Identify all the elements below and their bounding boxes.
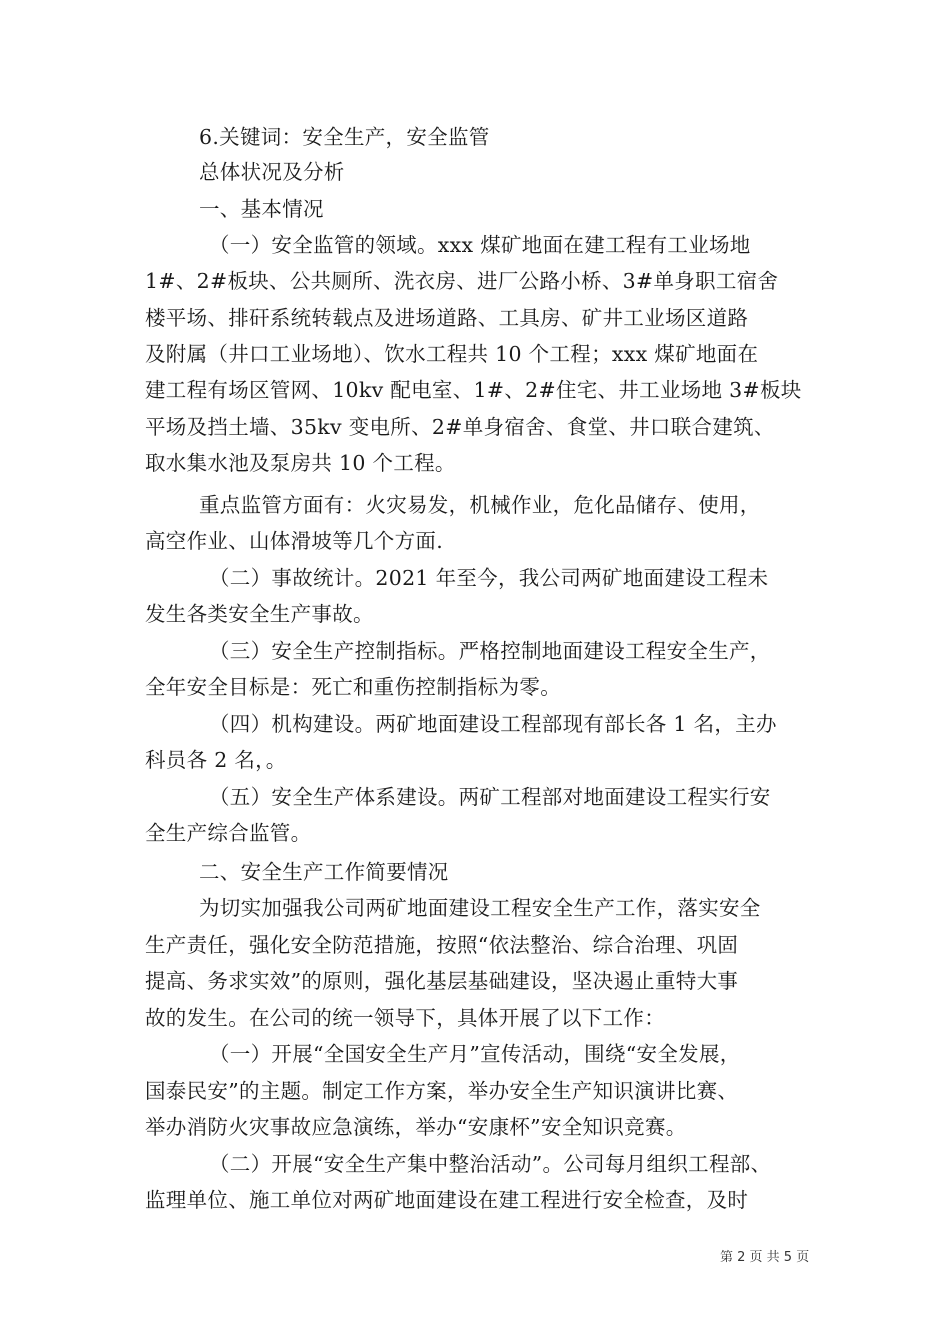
- para-supervision-scope-line: 平场及挡土墙、35kv 变电所、2#单身宿舍、食堂、井口联合建筑、: [145, 415, 775, 439]
- para-safety-month-line: （一）开展“全国安全生产月”宣传活动，围绕“安全发展，: [209, 1042, 741, 1066]
- para-rectification-line: （二）开展“安全生产集中整治活动”。公司每月组织工程部、: [209, 1152, 772, 1176]
- para-rectification-line: 监理单位、施工单位对两矿地面建设在建工程进行安全检查，及时: [145, 1188, 749, 1212]
- para-safety-system-line: （五）安全生产体系建设。两矿工程部对地面建设工程实行安: [209, 785, 771, 809]
- para-work-intro-line: 生产责任，强化安全防范措施，按照“依法整治、综合治理、巩固: [145, 933, 739, 957]
- para-supervision-scope-line: 及附属（井口工业场地）、饮水工程共 10 个工程；xxx 煤矿地面在: [145, 342, 759, 366]
- heading-basic-situation: 一、基本情况: [199, 197, 324, 221]
- para-safety-month-line: 举办消防火灾事故应急演练，举办“安康杯”安全知识竞赛。: [145, 1115, 687, 1139]
- page-indicator: 第 2 页 共 5 页: [720, 1250, 810, 1265]
- para-supervision-scope-line: （一）安全监管的领域。xxx 煤矿地面在建工程有工业场地: [209, 233, 751, 257]
- para-organization-line: 科员各 2 名，。: [145, 748, 287, 772]
- para-supervision-scope-line: 楼平场、排矸系统转载点及进场道路、工具房、矿井工业场区道路: [145, 306, 749, 330]
- para-accident-stats-line: 发生各类安全生产事故。: [145, 602, 374, 626]
- para-control-indicators-line: （三）安全生产控制指标。严格控制地面建设工程安全生产，: [209, 639, 771, 663]
- para-key-supervision-line: 重点监管方面有：火灾易发，机械作业，危化品储存、使用，: [199, 493, 761, 517]
- keywords-line: 6.关键词：安全生产，安全监管: [199, 125, 490, 149]
- para-organization-line: （四）机构建设。两矿地面建设工程部现有部长各 1 名，主办: [209, 712, 777, 736]
- para-accident-stats-line: （二）事故统计。2021 年至今，我公司两矿地面建设工程未: [209, 566, 769, 590]
- para-safety-system-line: 全生产综合监管。: [145, 821, 312, 845]
- para-supervision-scope-line: 建工程有场区管网、10kv 配电室、1#、2#住宅、井工业场地 3#板块: [145, 378, 802, 402]
- para-key-supervision-line: 高空作业、山体滑坡等几个方面.: [145, 529, 444, 553]
- para-safety-month-line: 国泰民安”的主题。制定工作方案，举办安全生产知识演讲比赛、: [145, 1079, 739, 1103]
- para-control-indicators-line: 全年安全目标是：死亡和重伤控制指标为零。: [145, 675, 561, 699]
- para-supervision-scope-line: 1#、2#板块、公共厕所、洗衣房、进厂公路小桥、3#单身职工宿舍: [145, 269, 779, 293]
- section-title: 总体状况及分析: [199, 160, 345, 184]
- heading-work-summary: 二、安全生产工作简要情况: [199, 860, 449, 884]
- para-supervision-scope-line: 取水集水池及泵房共 10 个工程。: [145, 451, 456, 475]
- para-work-intro-line: 提高、务求实效”的原则，强化基层基础建设，坚决遏止重特大事: [145, 969, 739, 993]
- para-work-intro-line: 为切实加强我公司两矿地面建设工程安全生产工作，落实安全: [199, 896, 761, 920]
- para-work-intro-line: 故的发生。在公司的统一领导下，具体开展了以下工作：: [145, 1006, 665, 1030]
